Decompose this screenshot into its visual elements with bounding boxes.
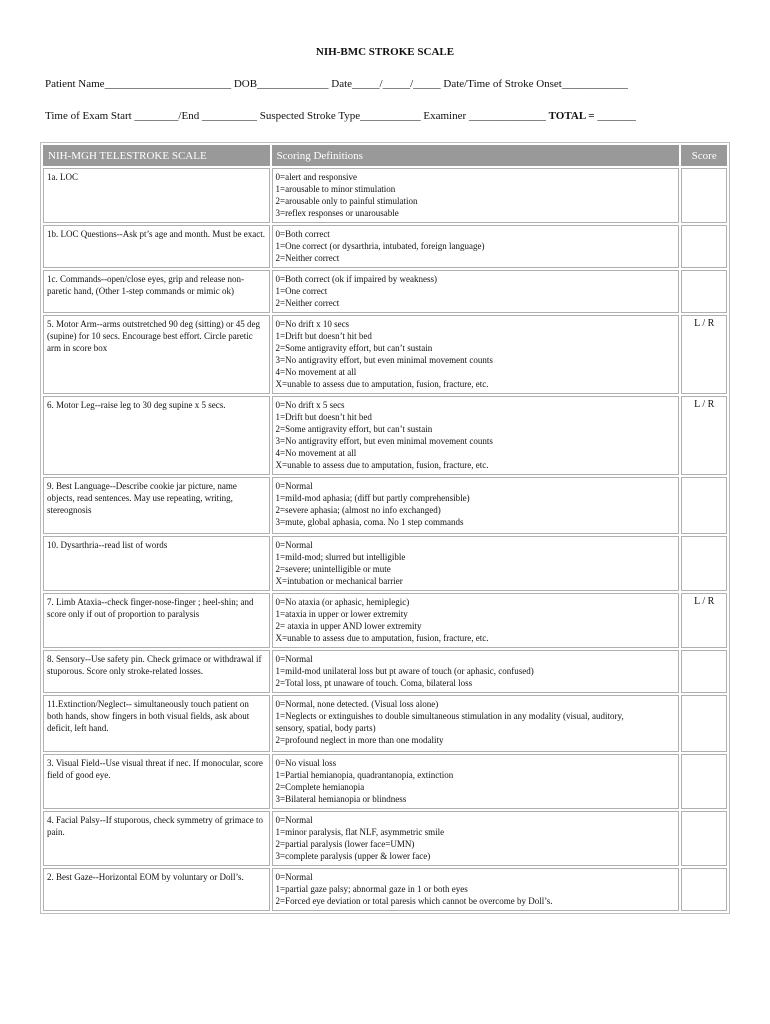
- table-row: [43, 315, 727, 394]
- table-row: [43, 593, 727, 648]
- definition-line: 3=complete paralysis (upper & lower face): [275, 851, 431, 861]
- table-row: [43, 868, 727, 911]
- table-row: [43, 695, 727, 752]
- definition-line: 1=ataxia in upper or lower extremity: [275, 609, 408, 619]
- score-cell[interactable]: [681, 811, 727, 866]
- score-cell[interactable]: [681, 695, 727, 752]
- page-title: NIH-BMC STROKE SCALE: [315, 46, 455, 58]
- definition-line: 0=Normal: [275, 654, 313, 664]
- scale-item: 1c. Commands--open/close eyes, grip and release non-paretic hand, (Other 1-step commands or mimic ok): [43, 270, 270, 313]
- scoring-definitions: [272, 536, 680, 591]
- definition-line: 1=mild-mod unilateral loss but pt aware of touch (or aphasic, confused): [275, 666, 534, 676]
- table-row: [43, 754, 727, 809]
- score-cell[interactable]: [681, 225, 727, 268]
- definition-line: 0=No drift x 5 secs: [275, 400, 345, 410]
- definition-line: 2=Complete hemianopia: [275, 782, 365, 792]
- exam-info-line: [45, 110, 636, 122]
- scoring-definitions: [272, 315, 680, 394]
- definition-line: 2=severe aphasia; (almost no info exchanged): [275, 505, 441, 515]
- definition-line: 1=Drift but doesn’t hit bed: [275, 412, 372, 422]
- definition-line: 0=Normal: [275, 815, 313, 825]
- definition-line: 2=Neither correct: [275, 298, 340, 308]
- definition-line: 1=arousable to minor stimulation: [275, 184, 396, 194]
- table-row: [43, 168, 727, 223]
- definition-line: 2=Forced eye deviation or total paresis which cannot be overcome by Doll’s.: [275, 896, 553, 906]
- definition-line: 4=No movement at all: [275, 448, 357, 458]
- definition-line: 2=Some antigravity effort, but can’t sustain: [275, 343, 433, 353]
- total-blank: _______: [597, 110, 636, 122]
- score-cell[interactable]: [681, 868, 727, 911]
- score-side-label: L / R: [694, 318, 715, 329]
- definition-line: 0=No ataxia (or aphasic, hemiplegic): [275, 597, 410, 607]
- definition-line: 1=Neglects or extinguishes to double simultaneous stimulation in any modality (visual, auditory,: [275, 711, 624, 721]
- scale-item: 9. Best Language--Describe cookie jar picture, name objects, read sentences. May use repeating, writing, stereognosis: [43, 477, 270, 534]
- table-row: [43, 225, 727, 268]
- definition-line: 2=Neither correct: [275, 253, 340, 263]
- scale-item: 2. Best Gaze--Horizontal EOM by voluntary or Doll’s.: [43, 868, 270, 911]
- scoring-definitions: [272, 270, 680, 313]
- column-header-scale: NIH-MGH TELESTROKE SCALE: [43, 145, 270, 166]
- scale-item: 11.Extinction/Neglect-- simultaneously touch patient on both hands, show fingers in both visual fields, ask about deficit, left hand.: [43, 695, 270, 752]
- definition-line: 2=profound neglect in more than one modality: [275, 735, 444, 745]
- definition-line: 1=One correct: [275, 286, 328, 296]
- definition-line: 0=No visual loss: [275, 758, 337, 768]
- score-cell[interactable]: [681, 315, 727, 394]
- score-cell[interactable]: [681, 270, 727, 313]
- scale-item: 1b. LOC Questions--Ask pt’s age and month. Must be exact.: [43, 225, 270, 268]
- definition-line: 2= ataxia in upper AND lower extremity: [275, 621, 422, 631]
- definition-line: X=unable to assess due to amputation, fusion, fracture, etc.: [275, 633, 489, 643]
- scoring-definitions: [272, 650, 680, 693]
- definition-line: 3=No antigravity effort, but even minimal movement counts: [275, 355, 493, 365]
- scale-item: 5. Motor Arm--arms outstretched 90 deg (sitting) or 45 deg (supine) for 10 secs. Encourage best effort. Circle paretic arm in score box: [43, 315, 270, 394]
- scoring-definitions: [272, 593, 680, 648]
- scoring-definitions: [272, 396, 680, 475]
- definition-line: sensory, spatial, body parts): [275, 723, 376, 733]
- scale-item: 3. Visual Field--Use visual threat if nec. If monocular, score field of good eye.: [43, 754, 270, 809]
- table-row: [43, 396, 727, 475]
- definition-line: 0=Both correct (ok if impaired by weakness): [275, 274, 438, 284]
- definition-line: 2=partial paralysis (lower face=UMN): [275, 839, 415, 849]
- patient-info-line: Patient Name_______________________ DOB_____________ Date_____/_____/_____ Date/Time of Stroke Onset____________: [45, 78, 628, 90]
- definition-line: 0=No drift x 10 secs: [275, 319, 350, 329]
- definition-line: X=unable to assess due to amputation, fusion, fracture, etc.: [275, 379, 489, 389]
- definition-line: X=intubation or mechanical barrier: [275, 576, 403, 586]
- column-header-score: Score: [681, 145, 727, 166]
- definition-line: 2=Some antigravity effort, but can’t sustain: [275, 424, 433, 434]
- score-cell[interactable]: [681, 754, 727, 809]
- definition-line: 1=partial gaze palsy; abnormal gaze in 1 or both eyes: [275, 884, 468, 894]
- table-row: [43, 650, 727, 693]
- score-cell[interactable]: [681, 650, 727, 693]
- score-side-label: L / R: [694, 399, 715, 410]
- stroke-scale-table: [40, 142, 730, 914]
- scale-item: 6. Motor Leg--raise leg to 30 deg supine x 5 secs.: [43, 396, 270, 475]
- scoring-definitions: [272, 225, 680, 268]
- table-row: [43, 536, 727, 591]
- definition-line: 2=arousable only to painful stimulation: [275, 196, 418, 206]
- definition-line: 1=mild-mod aphasia; (diff but partly comprehensible): [275, 493, 470, 503]
- definition-line: 3=Bilateral hemianopia or blindness: [275, 794, 407, 804]
- score-cell[interactable]: [681, 536, 727, 591]
- definition-line: 3=mute, global aphasia, coma. No 1 step commands: [275, 517, 464, 527]
- definition-line: 0=Normal: [275, 540, 313, 550]
- total-label: TOTAL =: [548, 110, 598, 122]
- definition-line: 0=alert and responsive: [275, 172, 358, 182]
- definition-line: 1=Partial hemianopia, quadrantanopia, extinction: [275, 770, 454, 780]
- scale-item: 10. Dysarthria--read list of words: [43, 536, 270, 591]
- table-row: [43, 270, 727, 313]
- definition-line: 1=mild-mod; slurred but intelligible: [275, 552, 406, 562]
- score-cell[interactable]: [681, 593, 727, 648]
- score-cell[interactable]: [681, 477, 727, 534]
- scale-item: 8. Sensory--Use safety pin. Check grimace or withdrawal if stuporous. Score only stroke-related losses.: [43, 650, 270, 693]
- scale-item: 7. Limb Ataxia--check finger-nose-finger ; heel-shin; and score only if out of proportion to paralysis: [43, 593, 270, 648]
- scale-item: 1a. LOC: [43, 168, 270, 223]
- scoring-definitions: [272, 811, 680, 866]
- definition-line: 1=minor paralysis, flat NLF, asymmetric smile: [275, 827, 445, 837]
- definition-line: 0=Normal: [275, 481, 313, 491]
- definition-line: 3=reflex responses or unarousable: [275, 208, 399, 218]
- table-row: [43, 477, 727, 534]
- exam-info-text: Time of Exam Start ________/End __________ Suspected Stroke Type___________ Examiner ______________: [45, 110, 549, 122]
- table-row: [43, 811, 727, 866]
- scoring-definitions: [272, 168, 680, 223]
- scoring-definitions: [272, 477, 680, 534]
- definition-line: 4=No movement at all: [275, 367, 357, 377]
- score-cell[interactable]: [681, 396, 727, 475]
- scoring-definitions: [272, 695, 680, 752]
- scoring-definitions: [272, 868, 680, 911]
- table-body: [43, 168, 727, 911]
- definition-line: 2=Total loss, pt unaware of touch. Coma, bilateral loss: [275, 678, 473, 688]
- definition-line: 0=Normal, none detected. (Visual loss alone): [275, 699, 439, 709]
- scale-item: 4. Facial Palsy--If stuporous, check symmetry of grimace to pain.: [43, 811, 270, 866]
- score-cell[interactable]: [681, 168, 727, 223]
- definition-line: 1=Drift but doesn’t hit bed: [275, 331, 372, 341]
- definition-line: 3=No antigravity effort, but even minimal movement counts: [275, 436, 493, 446]
- definition-line: X=unable to assess due to amputation, fusion, fracture, etc.: [275, 460, 489, 470]
- score-side-label: L / R: [694, 596, 715, 607]
- column-header-definitions: Scoring Definitions: [272, 145, 680, 166]
- definition-line: 0=Normal: [275, 872, 313, 882]
- definition-line: 2=severe; unintelligible or mute: [275, 564, 391, 574]
- table-header-row: [43, 145, 727, 166]
- definition-line: 0=Both correct: [275, 229, 330, 239]
- scoring-definitions: [272, 754, 680, 809]
- definition-line: 1=One correct (or dysarthria, intubated, foreign language): [275, 241, 485, 251]
